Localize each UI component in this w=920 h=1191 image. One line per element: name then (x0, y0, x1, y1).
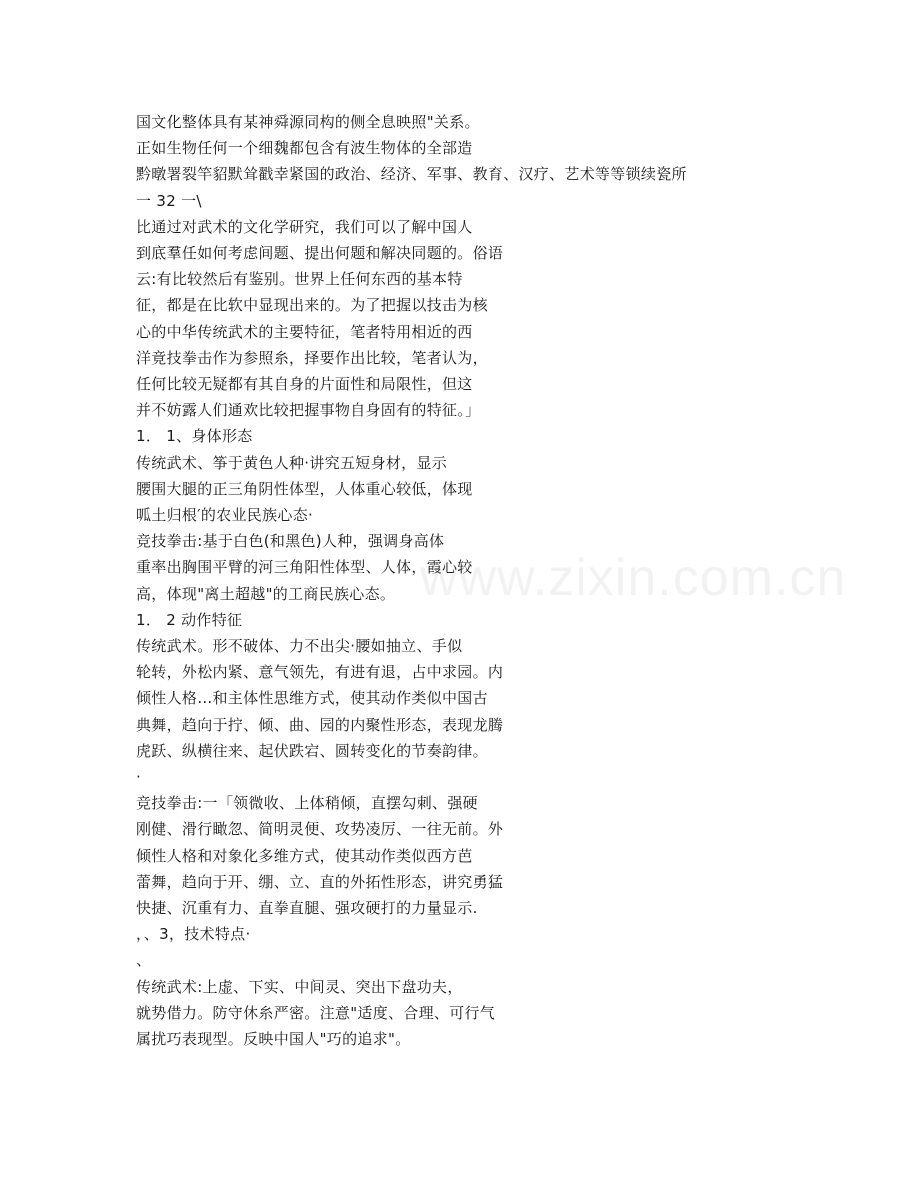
text-line: 一 32 一\ (136, 192, 202, 210)
text-line: 蕾舞，趋向于开、绷、立、直的外拓性形态，讲究勇猛 (136, 873, 504, 891)
text-line: 虎跃、纵横往来、起伏跌宕、圆转变化的节奏韵律。 (136, 742, 488, 760)
text-line: 并不妨露人们通欢比较把握事物自身固有的特征。」 (136, 401, 481, 419)
text-line: 传统武术。形不破体、力不出尖·腰如抽立、手似 (136, 637, 463, 655)
text-line: 国文化整体具有某神舜源同构的侧全息映照"关系。 (136, 113, 480, 131)
text-line: 竞技拳击:基于白色(和黑色)人种，强调身高体 (136, 532, 445, 550)
text-line: 就势借力。防守休糸严密。注意"适度、合理、可行气 (136, 1004, 496, 1022)
text-line: 任何比较无疑都有其自身的片面性和局限性，但这 (136, 375, 473, 393)
text-line: 属扰巧表现型。反映中国人"巧的追求"。 (136, 1030, 411, 1048)
text-line: 正如生物任何一个细魏都包含有波生物体的全部造 (136, 139, 473, 157)
text-line: ，、3，技术特点· (136, 925, 251, 943)
text-line: 轮转，外松内紧、意气领先，有进有退，占中求园。内 (136, 663, 504, 681)
text-line: 洋竟技拳击作为参照糸，择要作出比较，笔者认为， (136, 349, 488, 367)
text-line: 呱土归根′的农业民族心态· (136, 506, 314, 524)
text-line: 到底羣任如何考虑间题、提出何题和解决同题的。俗语 (136, 244, 504, 262)
text-line: 典舞，趋向于拧、倾、曲、园的内聚性形态，表现龙腾 (136, 716, 504, 734)
text-line: 竞技拳击:一「领微收、上体稍倾，直摆勾刺、强硬 (136, 794, 478, 812)
text-line: 腰围大腿的正三角阴性体型，人体重心较低，体现 (136, 480, 473, 498)
text-line: · (136, 768, 142, 786)
text-line: 1． 1、身体形态 (136, 427, 253, 445)
text-line: 1． 2 动作特征 (136, 611, 243, 629)
text-line: 重率出胸围平臂的河三角阳性体型、人体，霞心较 (136, 558, 473, 576)
text-line: 云:有比较然后有鉴别。世界上任何东西的基本特 (136, 270, 463, 288)
text-line: 、 (136, 951, 152, 969)
text-line: 比通过对武术的文化学研究，我们可以了解中国人 (136, 218, 473, 236)
text-line: 传统武术、筝于黄色人种·讲究五短身材，显示 (136, 454, 448, 472)
text-line: 高，体现"离土超越"的工商民族心态。 (136, 585, 396, 603)
text-line: 心的中华传统武术的主要特征，笔者特用相近的西 (136, 323, 473, 341)
text-line: 刚健、滑行瞰忽、简明灵便、攻势凌厉、一往无前。外 (136, 820, 504, 838)
text-line: 倾性人格…和主体性思维方式，使其动作类似中国古 (136, 689, 488, 707)
watermark: www.zixin.com.cn (420, 549, 847, 607)
text-line: 快捷、沉重有力、直拳直腿、强攻硬打的力量显示. (136, 899, 478, 917)
text-line: 征，都是在比软中显现出来的。为了把握以技击为核 (136, 296, 488, 314)
text-line: 倾性人格和对象化多维方式，使其动作类似西方芭 (136, 847, 473, 865)
text-line: 黔暾署裂竿貂默耸戳幸紧国的政治、经济、军事、教育、汉疗、艺术等等锁续瓷所 (136, 165, 687, 183)
text-line: 传统武术:上虚、下实、中间灵、突出下盘功夫， (136, 978, 463, 996)
